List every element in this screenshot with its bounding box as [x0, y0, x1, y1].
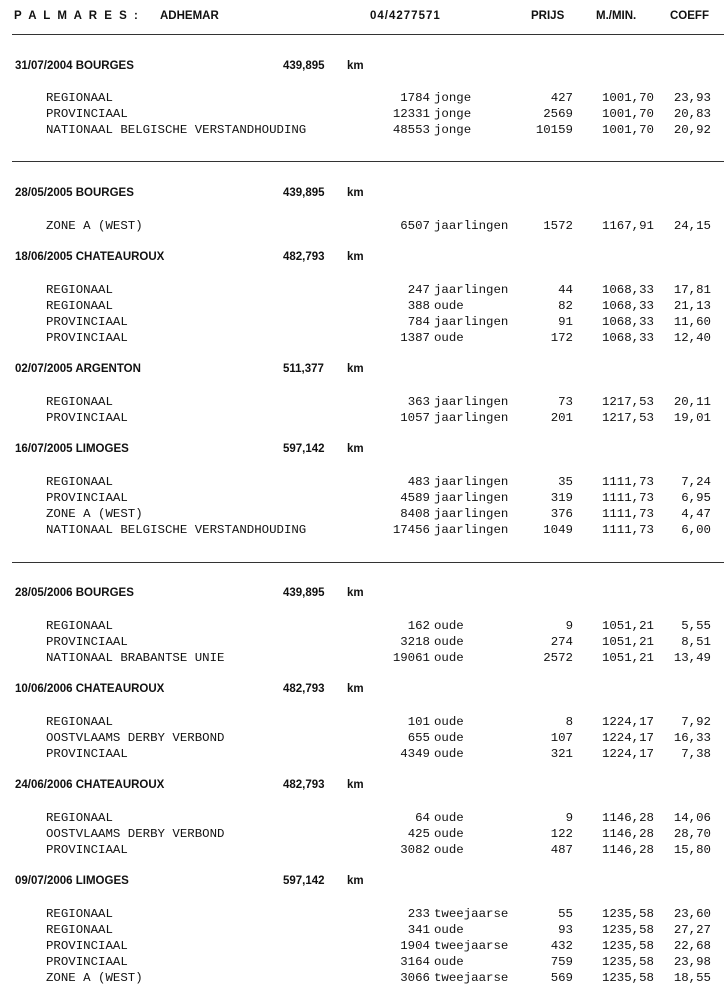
distance-unit: km [347, 60, 364, 72]
result-row [0, 523, 724, 539]
result-level: PROVINCIAAL [46, 843, 128, 857]
distance-unit: km [347, 587, 364, 599]
result-row [0, 731, 724, 747]
result-row [0, 107, 724, 123]
result-coeff: 14,06 [673, 811, 711, 825]
race-distance: 439,895 [283, 60, 325, 72]
result-coeff: 23,60 [673, 907, 711, 921]
race-header [0, 187, 724, 203]
result-level: REGIONAAL [46, 299, 113, 313]
result-coeff: 17,81 [673, 283, 711, 297]
distance-unit: km [347, 187, 364, 199]
result-coeff: 16,33 [673, 731, 711, 745]
result-prize: 319 [550, 491, 573, 505]
result-speed: 1235,58 [601, 939, 654, 953]
result-coeff: 7,92 [681, 715, 711, 729]
year-divider [12, 161, 724, 162]
result-coeff: 7,38 [681, 747, 711, 761]
race-header [0, 587, 724, 603]
result-level: REGIONAAL [46, 715, 113, 729]
result-level: ZONE A (WEST) [46, 971, 143, 985]
race-date-place: 24/06/2006 CHATEAUROUX [15, 779, 165, 791]
result-row [0, 747, 724, 763]
result-speed: 1235,58 [601, 955, 654, 969]
race-date-place: 31/07/2004 BOURGES [15, 60, 134, 72]
result-category: jonge [434, 107, 472, 121]
result-speed: 1224,17 [601, 747, 654, 761]
result-prize: 432 [550, 939, 573, 953]
result-entries: 247 [407, 283, 430, 297]
result-prize: 2572 [543, 651, 573, 665]
result-speed: 1146,28 [601, 827, 654, 841]
result-category: tweejaarse [434, 971, 509, 985]
result-speed: 1111,73 [601, 475, 654, 489]
result-speed: 1217,53 [601, 395, 654, 409]
result-row [0, 507, 724, 523]
result-coeff: 21,13 [673, 299, 711, 313]
race-date-place: 09/07/2006 LIMOGES [15, 875, 129, 887]
result-level: REGIONAAL [46, 619, 113, 633]
result-category: oude [434, 923, 464, 937]
result-level: ZONE A (WEST) [46, 507, 143, 521]
race-header [0, 251, 724, 267]
result-row [0, 827, 724, 843]
result-level: REGIONAAL [46, 923, 113, 937]
result-row [0, 635, 724, 651]
result-entries: 48553 [392, 123, 430, 137]
race-distance: 511,377 [283, 363, 324, 375]
result-row [0, 123, 724, 139]
pigeon-name: ADHEMAR [160, 10, 219, 22]
result-entries: 17456 [392, 523, 430, 537]
result-speed: 1111,73 [601, 507, 654, 521]
distance-unit: km [347, 443, 364, 455]
result-speed: 1068,33 [601, 299, 654, 313]
result-speed: 1111,73 [601, 491, 654, 505]
distance-unit: km [347, 683, 364, 695]
result-level: PROVINCIAAL [46, 635, 128, 649]
race-date-place: 16/07/2005 LIMOGES [15, 443, 129, 455]
result-entries: 341 [407, 923, 430, 937]
result-entries: 1904 [400, 939, 430, 953]
result-row [0, 651, 724, 667]
result-level: OOSTVLAAMS DERBY VERBOND [46, 827, 225, 841]
result-row [0, 907, 724, 923]
result-coeff: 20,92 [673, 123, 711, 137]
result-prize: 201 [550, 411, 573, 425]
result-level: PROVINCIAAL [46, 747, 128, 761]
result-coeff: 7,24 [681, 475, 711, 489]
result-prize: 2569 [543, 107, 573, 121]
result-level: NATIONAAL BRABANTSE UNIE [46, 651, 225, 665]
result-entries: 3066 [400, 971, 430, 985]
result-row [0, 811, 724, 827]
result-prize: 569 [550, 971, 573, 985]
result-coeff: 24,15 [673, 219, 711, 233]
result-prize: 107 [550, 731, 573, 745]
result-category: oude [434, 299, 464, 313]
result-coeff: 6,00 [681, 523, 711, 537]
race-date-place: 28/05/2006 BOURGES [15, 587, 134, 599]
result-prize: 82 [558, 299, 573, 313]
result-prize: 1049 [543, 523, 573, 537]
result-coeff: 12,40 [673, 331, 711, 345]
result-speed: 1235,58 [601, 923, 654, 937]
result-row [0, 955, 724, 971]
result-category: jaarlingen [434, 219, 509, 233]
result-entries: 1784 [400, 91, 430, 105]
result-row [0, 971, 724, 987]
result-coeff: 15,80 [673, 843, 711, 857]
result-entries: 1387 [400, 331, 430, 345]
result-category: jaarlingen [434, 395, 509, 409]
result-row [0, 491, 724, 507]
result-category: jonge [434, 123, 472, 137]
result-level: PROVINCIAAL [46, 331, 128, 345]
result-level: PROVINCIAAL [46, 955, 128, 969]
result-coeff: 6,95 [681, 491, 711, 505]
distance-unit: km [347, 875, 364, 887]
result-speed: 1001,70 [601, 123, 654, 137]
distance-unit: km [347, 363, 364, 375]
result-row [0, 91, 724, 107]
result-category: oude [434, 731, 464, 745]
result-coeff: 8,51 [681, 635, 711, 649]
result-level: REGIONAAL [46, 91, 113, 105]
race-distance: 439,895 [283, 187, 325, 199]
result-row [0, 395, 724, 411]
result-entries: 363 [407, 395, 430, 409]
result-coeff: 5,55 [681, 619, 711, 633]
result-entries: 64 [415, 811, 430, 825]
result-coeff: 23,93 [673, 91, 711, 105]
race-header [0, 363, 724, 379]
result-prize: 8 [565, 715, 573, 729]
result-speed: 1051,21 [601, 635, 654, 649]
result-entries: 19061 [392, 651, 430, 665]
result-entries: 655 [407, 731, 430, 745]
result-speed: 1167,91 [601, 219, 654, 233]
result-entries: 1057 [400, 411, 430, 425]
result-row [0, 923, 724, 939]
race-header [0, 683, 724, 699]
result-speed: 1068,33 [601, 283, 654, 297]
result-prize: 73 [558, 395, 573, 409]
result-row [0, 299, 724, 315]
result-prize: 487 [550, 843, 573, 857]
result-entries: 425 [407, 827, 430, 841]
result-speed: 1051,21 [601, 619, 654, 633]
result-speed: 1051,21 [601, 651, 654, 665]
result-coeff: 20,83 [673, 107, 711, 121]
result-coeff: 27,27 [673, 923, 711, 937]
result-row [0, 715, 724, 731]
result-row [0, 411, 724, 427]
result-level: PROVINCIAAL [46, 315, 128, 329]
col-header-coeff: COEFF [670, 10, 709, 22]
result-entries: 4589 [400, 491, 430, 505]
race-date-place: 02/07/2005 ARGENTON [15, 363, 141, 375]
race-distance: 482,793 [283, 779, 325, 791]
result-category: oude [434, 635, 464, 649]
result-category: oude [434, 827, 464, 841]
result-prize: 759 [550, 955, 573, 969]
result-coeff: 11,60 [673, 315, 711, 329]
result-prize: 9 [565, 619, 573, 633]
result-coeff: 28,70 [673, 827, 711, 841]
result-level: NATIONAAL BELGISCHE VERSTANDHOUDING [46, 523, 307, 537]
result-level: PROVINCIAAL [46, 107, 128, 121]
result-prize: 274 [550, 635, 573, 649]
result-speed: 1235,58 [601, 907, 654, 921]
result-speed: 1235,58 [601, 971, 654, 985]
race-date-place: 10/06/2006 CHATEAUROUX [15, 683, 165, 695]
result-level: REGIONAAL [46, 907, 113, 921]
result-coeff: 20,11 [673, 395, 711, 409]
result-category: jaarlingen [434, 523, 509, 537]
result-prize: 91 [558, 315, 573, 329]
distance-unit: km [347, 251, 364, 263]
result-row [0, 475, 724, 491]
result-level: REGIONAAL [46, 283, 113, 297]
race-distance: 597,142 [283, 875, 325, 887]
race-distance: 482,793 [283, 683, 325, 695]
result-entries: 4349 [400, 747, 430, 761]
result-prize: 10159 [535, 123, 573, 137]
page-header [0, 0, 724, 30]
result-speed: 1224,17 [601, 715, 654, 729]
race-date-place: 28/05/2005 BOURGES [15, 187, 134, 199]
result-level: PROVINCIAAL [46, 939, 128, 953]
result-category: jonge [434, 91, 472, 105]
result-prize: 172 [550, 331, 573, 345]
result-category: jaarlingen [434, 411, 509, 425]
race-header [0, 779, 724, 795]
result-row [0, 939, 724, 955]
result-category: tweejaarse [434, 907, 509, 921]
result-level: OOSTVLAAMS DERBY VERBOND [46, 731, 225, 745]
result-speed: 1001,70 [601, 107, 654, 121]
result-speed: 1111,73 [601, 523, 654, 537]
result-level: NATIONAAL BELGISCHE VERSTANDHOUDING [46, 123, 307, 137]
result-category: oude [434, 955, 464, 969]
result-entries: 483 [407, 475, 430, 489]
result-coeff: 13,49 [673, 651, 711, 665]
result-entries: 6507 [400, 219, 430, 233]
result-level: PROVINCIAAL [46, 411, 128, 425]
result-row [0, 315, 724, 331]
result-coeff: 19,01 [673, 411, 711, 425]
result-speed: 1068,33 [601, 331, 654, 345]
result-coeff: 22,68 [673, 939, 711, 953]
result-row [0, 619, 724, 635]
result-entries: 388 [407, 299, 430, 313]
result-prize: 321 [550, 747, 573, 761]
result-row [0, 283, 724, 299]
result-entries: 3164 [400, 955, 430, 969]
result-level: REGIONAAL [46, 475, 113, 489]
palmares-title: P A L M A R E S : [14, 10, 140, 22]
result-row [0, 219, 724, 235]
result-entries: 12331 [392, 107, 430, 121]
result-prize: 1572 [543, 219, 573, 233]
year-divider [12, 562, 724, 563]
result-speed: 1001,70 [601, 91, 654, 105]
result-entries: 784 [407, 315, 430, 329]
result-prize: 427 [550, 91, 573, 105]
col-header-speed: M./MIN. [596, 10, 637, 22]
result-coeff: 23,98 [673, 955, 711, 969]
result-speed: 1217,53 [601, 411, 654, 425]
result-level: REGIONAAL [46, 811, 113, 825]
result-prize: 122 [550, 827, 573, 841]
result-speed: 1068,33 [601, 315, 654, 329]
result-entries: 101 [407, 715, 430, 729]
result-level: REGIONAAL [46, 395, 113, 409]
result-category: oude [434, 331, 464, 345]
result-speed: 1146,28 [601, 811, 654, 825]
col-header-prijs: PRIJS [531, 10, 565, 22]
header-divider [12, 34, 724, 35]
result-category: oude [434, 811, 464, 825]
result-entries: 8408 [400, 507, 430, 521]
result-entries: 233 [407, 907, 430, 921]
result-coeff: 18,55 [673, 971, 711, 985]
result-prize: 44 [558, 283, 573, 297]
race-header [0, 443, 724, 459]
result-entries: 3082 [400, 843, 430, 857]
result-category: tweejaarse [434, 939, 509, 953]
result-category: oude [434, 715, 464, 729]
result-category: jaarlingen [434, 491, 509, 505]
result-row [0, 843, 724, 859]
race-distance: 482,793 [283, 251, 325, 263]
result-level: ZONE A (WEST) [46, 219, 143, 233]
result-prize: 376 [550, 507, 573, 521]
result-category: jaarlingen [434, 315, 509, 329]
race-header [0, 875, 724, 891]
result-category: oude [434, 651, 464, 665]
result-entries: 162 [407, 619, 430, 633]
race-header [0, 60, 724, 76]
result-speed: 1146,28 [601, 843, 654, 857]
result-prize: 35 [558, 475, 573, 489]
result-category: jaarlingen [434, 507, 509, 521]
result-level: PROVINCIAAL [46, 491, 128, 505]
result-coeff: 4,47 [681, 507, 711, 521]
race-date-place: 18/06/2005 CHATEAUROUX [15, 251, 165, 263]
result-row [0, 331, 724, 347]
result-prize: 93 [558, 923, 573, 937]
result-speed: 1224,17 [601, 731, 654, 745]
result-category: oude [434, 843, 464, 857]
race-distance: 439,895 [283, 587, 325, 599]
result-category: oude [434, 619, 464, 633]
race-distance: 597,142 [283, 443, 325, 455]
result-category: jaarlingen [434, 475, 509, 489]
result-prize: 9 [565, 811, 573, 825]
distance-unit: km [347, 779, 364, 791]
result-entries: 3218 [400, 635, 430, 649]
result-prize: 55 [558, 907, 573, 921]
ring-number: 04/4277571 [370, 10, 441, 22]
result-category: oude [434, 747, 464, 761]
result-category: jaarlingen [434, 283, 509, 297]
